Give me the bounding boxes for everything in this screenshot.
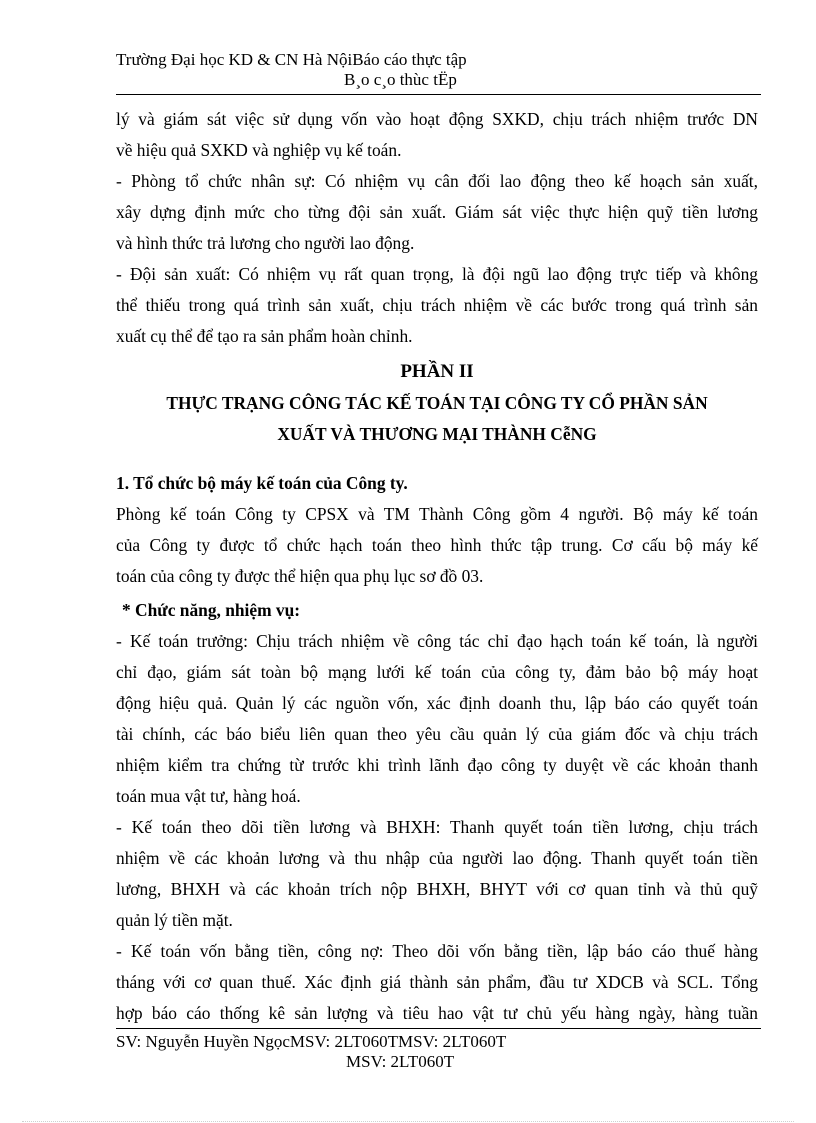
text-line: tài chính, các báo biểu liên quan theo yêu cầu quản lý của giám đốc và chịu trách: [116, 724, 758, 744]
paragraph: [116, 626, 758, 812]
text-line: động hiệu quả. Quản lý các nguồn vốn, xác định doanh thu, lập báo cáo quyết toán: [116, 693, 758, 713]
paragraph: [116, 499, 758, 592]
paragraph: [116, 104, 758, 166]
text-line: - Kế toán theo dõi tiền lương và BHXH: Thanh quyết toán tiền lương, chịu trách: [116, 817, 758, 837]
text-line: xây dựng định mức cho từng đội sản xuất. Giám sát việc thực hiện quỹ tiền lương: [116, 202, 758, 222]
paragraph: [116, 166, 758, 259]
text-line: toán mua vật tư, hàng hoá.: [116, 786, 301, 806]
text-line: xuất cụ thể để tạo ra sản phẩm hoàn chỉnh.: [116, 326, 413, 346]
footer-line-1: SV: Nguyễn Huyền NgọcMSV: 2LT060TMSV: 2LT060T: [116, 1032, 507, 1051]
text-line: chỉ đạo, giám sát toàn bộ mạng lưới kế toán của công ty, đảm bảo bộ máy hoạt: [116, 662, 758, 682]
text-line: và hình thức trả lương cho người lao động.: [116, 233, 415, 253]
text-line: toán của công ty được thể hiện qua phụ lục sơ đồ 03.: [116, 566, 484, 586]
subheading: * Chức năng, nhiệm vụ:: [122, 600, 301, 620]
text-line: quản lý tiền mặt.: [116, 910, 233, 930]
text-line: nhiệm kiểm tra chứng từ trước khi trình lãnh đạo công ty duyệt về các khoản thanh: [116, 755, 758, 775]
text-line: - Kế toán vốn bằng tiền, công nợ: Theo dõi vốn bằng tiền, lập báo cáo thuế hàng: [116, 941, 758, 961]
text-line: Phòng kế toán Công ty CPSX và TM Thành Công gồm 4 người. Bộ máy kế toán: [116, 504, 758, 524]
text-line: thể thiếu trong quá trình sản xuất, chịu trách nhiệm về các bước trong quá trình sản: [116, 295, 758, 315]
footer-line-2: MSV: 2LT060T: [346, 1052, 455, 1071]
text-line: tháng với cơ quan thuế. Xác định giá thành sản phẩm, đầu tư XDCB và SCL. Tổng: [116, 972, 758, 992]
footer-divider: [116, 1028, 761, 1029]
paragraph: [116, 936, 758, 1029]
text-line: lý và giám sát việc sử dụng vốn vào hoạt động SXKD, chịu trách nhiệm trước DN: [116, 109, 758, 129]
text-line: nhiệm về các khoản lương và thu nhập của người lao động. Thanh quyết toán tiền: [116, 848, 758, 868]
text-line: - Đội sản xuất: Có nhiệm vụ rất quan trọng, là đội ngũ lao động trực tiếp và không: [116, 264, 758, 284]
section-heading: 1. Tổ chức bộ máy kế toán của Công ty.: [116, 473, 408, 493]
part-title: PHẦN II: [400, 361, 474, 382]
header-line-2: B¸o c¸o thùc tËp: [344, 70, 457, 89]
text-line: của Công ty được tổ chức hạch toán theo hình thức tập trung. Cơ cấu bộ máy kế: [116, 535, 758, 555]
page-footer: [116, 1032, 776, 1072]
text-line: lương, BHXH và các khoản trích nộp BHXH, BHYT với cơ quan tỉnh và thủ quỹ: [116, 879, 758, 899]
header-divider: [116, 94, 761, 95]
text-line: - Kế toán trưởng: Chịu trách nhiệm về công tác chỉ đạo hạch toán kế toán, là người: [116, 631, 758, 651]
text-line: hợp báo cáo thống kê sản lượng và tiêu hao vật tư chủ yếu hàng ngày, hàng tuần: [116, 1003, 758, 1023]
document-body: [116, 104, 758, 1029]
section-title-line-2: XUẤT VÀ THƯƠNG MẠI THÀNH CễNG: [277, 424, 597, 444]
paragraph: [116, 812, 758, 936]
section-title-line-1: THỰC TRẠNG CÔNG TÁC KẾ TOÁN TẠI CÔNG TY CỔ PHẦN SẢN: [166, 393, 708, 413]
paragraph: [116, 259, 758, 352]
text-line: - Phòng tổ chức nhân sự: Có nhiệm vụ cân đối lao động theo kế hoạch sản xuất,: [116, 171, 758, 191]
header-line-1: Trường Đại học KD & CN Hà NộiBáo cáo thực tập: [116, 50, 467, 69]
page-bottom-border: [22, 1121, 794, 1122]
page-header: [116, 50, 776, 90]
text-line: về hiệu quả SXKD và nghiệp vụ kế toán.: [116, 140, 402, 160]
